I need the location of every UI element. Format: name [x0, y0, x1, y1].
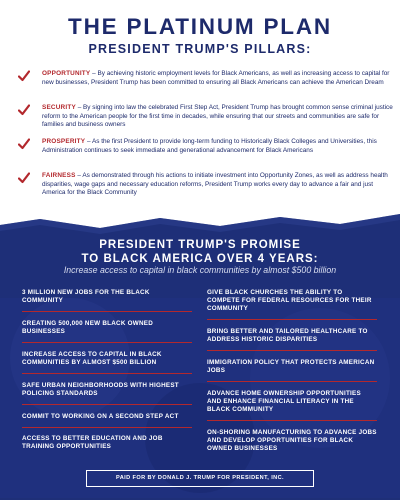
promise-item: ACCESS TO BETTER EDUCATION AND JOB TRAINING OPPORTUNITIES: [22, 435, 163, 451]
promise-item: ON-SHORING MANUFACTURING TO ADVANCE JOBS AND DEVELOP OPPORTUNITIES FOR BLACK OWNED BUSINESSES: [207, 429, 377, 453]
promise-line-2: TO BLACK AMERICA OVER 4 YEARS:: [81, 253, 319, 265]
check-icon: [18, 138, 30, 150]
item-divider: [207, 319, 377, 320]
promise-item: INCREASE ACCESS TO CAPITAL IN BLACK COMMUNITIES BY ALMOST $500 BILLION: [22, 351, 162, 367]
item-divider: [207, 420, 377, 421]
promise-item: IMMIGRATION POLICY THAT PROTECTS AMERICAN JOBS: [207, 359, 375, 375]
page-subtitle: PRESIDENT TRUMP'S PILLARS:: [88, 42, 312, 56]
promise-item: SAFE URBAN NEIGHBORHOODS WITH HIGHEST POLICING STANDARDS: [22, 382, 179, 398]
check-icon: [18, 172, 30, 184]
pillar-name: FAIRNESS: [42, 172, 76, 179]
promise-item: ADVANCE HOME OWNERSHIP OPPORTUNITIES AND ENHANCE FINANCIAL LITERACY IN THE BLACK COMMUNITY: [207, 390, 361, 414]
pillar-text: [42, 70, 396, 87]
pillar-description: – As demonstrated through his actions to initiate investment into Opportunity Zones, as well as address health disparities, wage gaps and necessary education reforms, President Trump works every day to advance a fair and just America for the Black Community: [42, 172, 388, 197]
item-divider: [22, 404, 192, 405]
promise-item: 3 MILLION NEW JOBS FOR THE BLACK COMMUNITY: [22, 289, 150, 305]
item-divider: [22, 373, 192, 374]
promise-tagline: Increase access to capital in black communities by almost $500 billion: [63, 265, 337, 275]
pillar-description: – By achieving historic employment levels for Black Americans, as well as increasing access to capital for new businesses, President Trump has been committed to ensuring all Black Americans can achieve the American Dream: [42, 70, 390, 86]
promise-item: COMMIT TO WORKING ON A SECOND STEP ACT: [22, 413, 179, 420]
promise-item: GIVE BLACK CHURCHES THE ABILITY TO COMPETE FOR FEDERAL RESOURCES FOR THEIR COMMUNITY: [207, 289, 372, 313]
promise-item: CREATING 500,000 NEW BLACK OWNED BUSINESSES: [22, 320, 154, 336]
item-divider: [207, 350, 377, 351]
item-divider: [22, 427, 192, 428]
page-title: THE PLATINUM PLAN: [68, 14, 332, 39]
pillar-text: [42, 138, 396, 155]
pillar-description: – By signing into law the celebrated First Step Act, President Trump has brought common sense criminal justice reform to the American people for the first time in decades, while ensuring that our streets and communities are safe for families and business owners: [42, 104, 393, 129]
pillar-text: [42, 104, 396, 130]
pillar-description: – As the first President to provide long-term funding to Historically Black Colleges and Universities, this Administration continues to seek immediate and generational advancement for Black Americans: [42, 138, 377, 154]
pillar-name: SECURITY: [42, 104, 76, 111]
item-divider: [22, 311, 192, 312]
item-divider: [207, 381, 377, 382]
paid-for-disclaimer: PAID FOR BY DONALD J. TRUMP FOR PRESIDENT, INC.: [86, 470, 314, 487]
check-icon: [18, 104, 30, 116]
pillars-section: [0, 0, 400, 232]
pillar-text: [42, 172, 396, 198]
item-divider: [22, 342, 192, 343]
check-icon: [18, 70, 30, 82]
promise-heading: [0, 238, 400, 266]
pillar-name: PROSPERITY: [42, 138, 86, 145]
promise-item: BRING BETTER AND TAILORED HEALTHCARE TO ADDRESS HISTORIC DISPARITIES: [207, 328, 368, 344]
pillar-name: OPPORTUNITY: [42, 70, 91, 77]
promise-line-1: PRESIDENT TRUMP'S PROMISE: [99, 239, 301, 251]
